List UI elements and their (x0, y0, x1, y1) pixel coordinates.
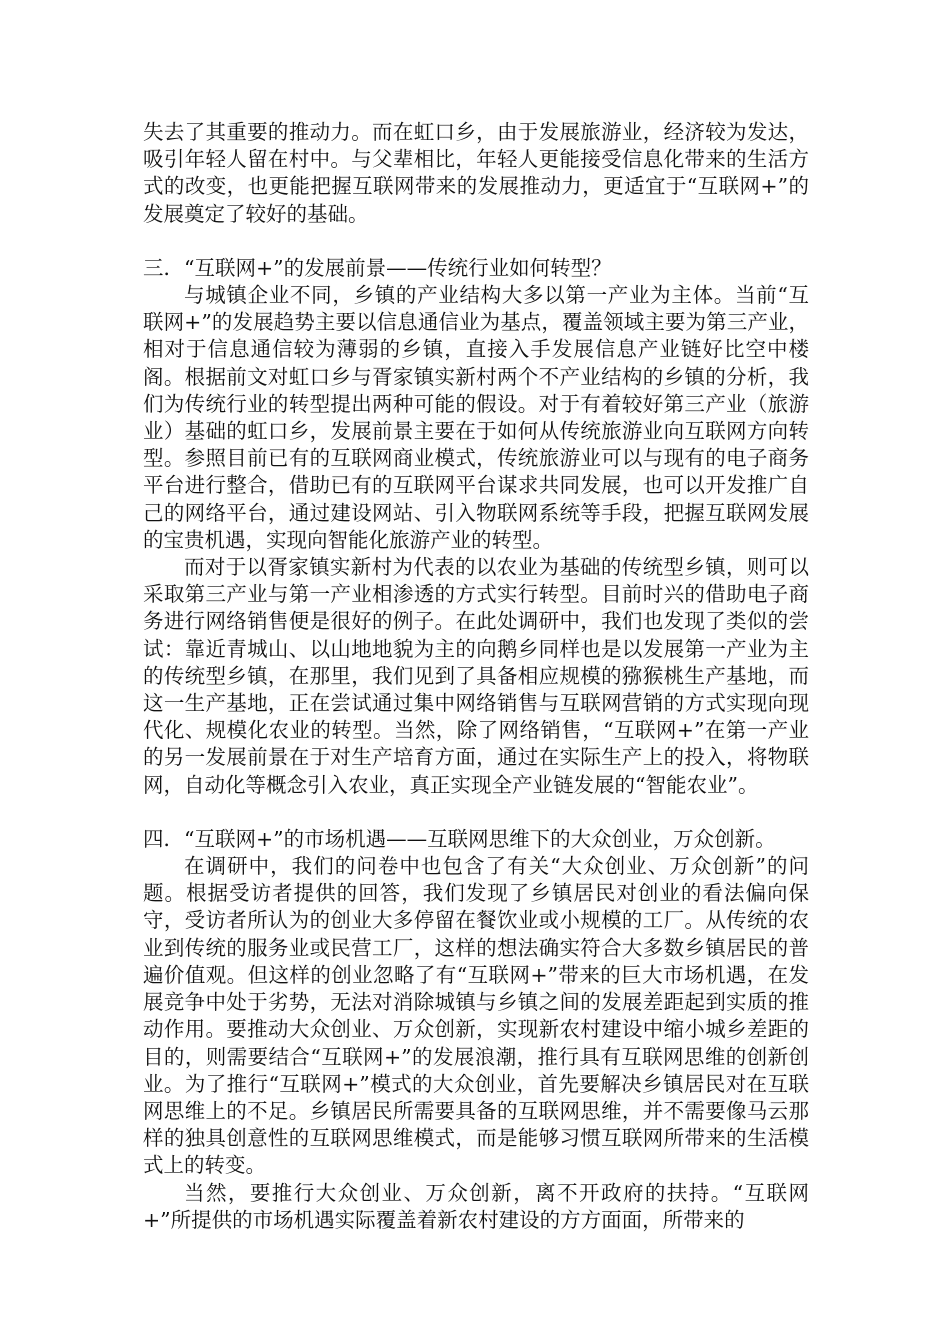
paragraph-3-2: 而对于以胥家镇实新村为代表的以农业为基础的传统型乡镇，则可以采取第三产业与第一产业相渗透的方式实行转型。目前时兴的借助电子商务进行网络销售便是很好的例子。在此处调研中，我们也发现了类似的尝试：靠近青城山、以山地地貌为主的向鹅乡同样也是以发展第一产业为主的传统型乡镇，在那里，我们见到了具备相应规模的猕猴桃生产基地，而这一生产基地，正在尝试通过集中网络销售与互联网营销的方式实现向现代化、规模化农业的转型。当然，除了网络销售，“互联网+”在第一产业的另一发展前景在于对生产培育方面，通过在实际生产上的投入，将物联网，自动化等概念引入农业，真正实现全产业链发展的“智能农业”。 (143, 555, 809, 797)
paragraph-4-2: 当然，要推行大众创业、万众创新，离不开政府的扶持。“互联网+”所提供的市场机遇实际覆盖着新农村建设的方方面面，所带来的 (143, 1180, 809, 1232)
paragraph-intro: 失去了其重要的推动力。而在虹口乡，由于发展旅游业，经济较为发达，吸引年轻人留在村中。与父辈相比，年轻人更能接受信息化带来的生活方式的改变，也更能把握互联网带来的发展推动力，更适宜于“互联网+”的发展奠定了较好的基础。 (143, 120, 809, 226)
section-heading-3: 三．“互联网+”的发展前景——传统行业如何转型？ (143, 255, 612, 280)
section-heading-4: 四．“互联网+”的市场机遇——互联网思维下的大众创业，万众创新。 (143, 826, 776, 851)
paragraph-gap (143, 799, 809, 826)
paragraph-3-1: 与城镇企业不同，乡镇的产业结构大多以第一产业为主体。当前“互联网+”的发展趋势主要以信息通信业为基点，覆盖领域主要为第三产业，相对于信息通信较为薄弱的乡镇，直接入手发展信息产业链好比空中楼阁。根据前文对虹口乡与胥家镇实新村两个不产业结构的乡镇的分析，我们为传统行业的转型提出两种可能的假设。对于有着较好第三产业（旅游业）基础的虹口乡，发展前景主要在于如何从传统旅游业向互联网方向转型。参照目前已有的互联网商业模式，传统旅游业可以与现有的电子商务平台进行整合，借助已有的互联网平台谋求共同发展，也可以开发推广自己的网络平台，通过建设网站、引入物联网系统等手段，把握互联网发展的宝贵机遇，实现向智能化旅游产业的转型。 (143, 283, 809, 552)
paragraph-gap (143, 228, 809, 255)
document-body (143, 119, 809, 1234)
paragraph-4-1: 在调研中，我们的问卷中也包含了有关“大众创业、万众创新”的问题。根据受访者提供的回答，我们发现了乡镇居民对创业的看法偏向保守，受访者所认为的创业大多停留在餐饮业或小规模的工厂。从传统的农业到传统的服务业或民营工厂，这样的想法确实符合大多数乡镇居民的普遍价值观。但这样的创业忽略了有“互联网+”带来的巨大市场机遇，在发展竞争中处于劣势，无法对消除城镇与乡镇之间的发展差距起到实质的推动作用。要推动大众创业、万众创新，实现新农村建设中缩小城乡差距的目的，则需要结合“互联网+”的发展浪潮，推行具有互联网思维的创新创业。为了推行“互联网+”模式的大众创业，首先要解决乡镇居民对在互联网思维上的不足。乡镇居民所需要具备的互联网思维，并不需要像马云那样的独具创意性的互联网思维模式，而是能够习惯互联网所带来的生活模式上的转变。 (143, 854, 809, 1178)
